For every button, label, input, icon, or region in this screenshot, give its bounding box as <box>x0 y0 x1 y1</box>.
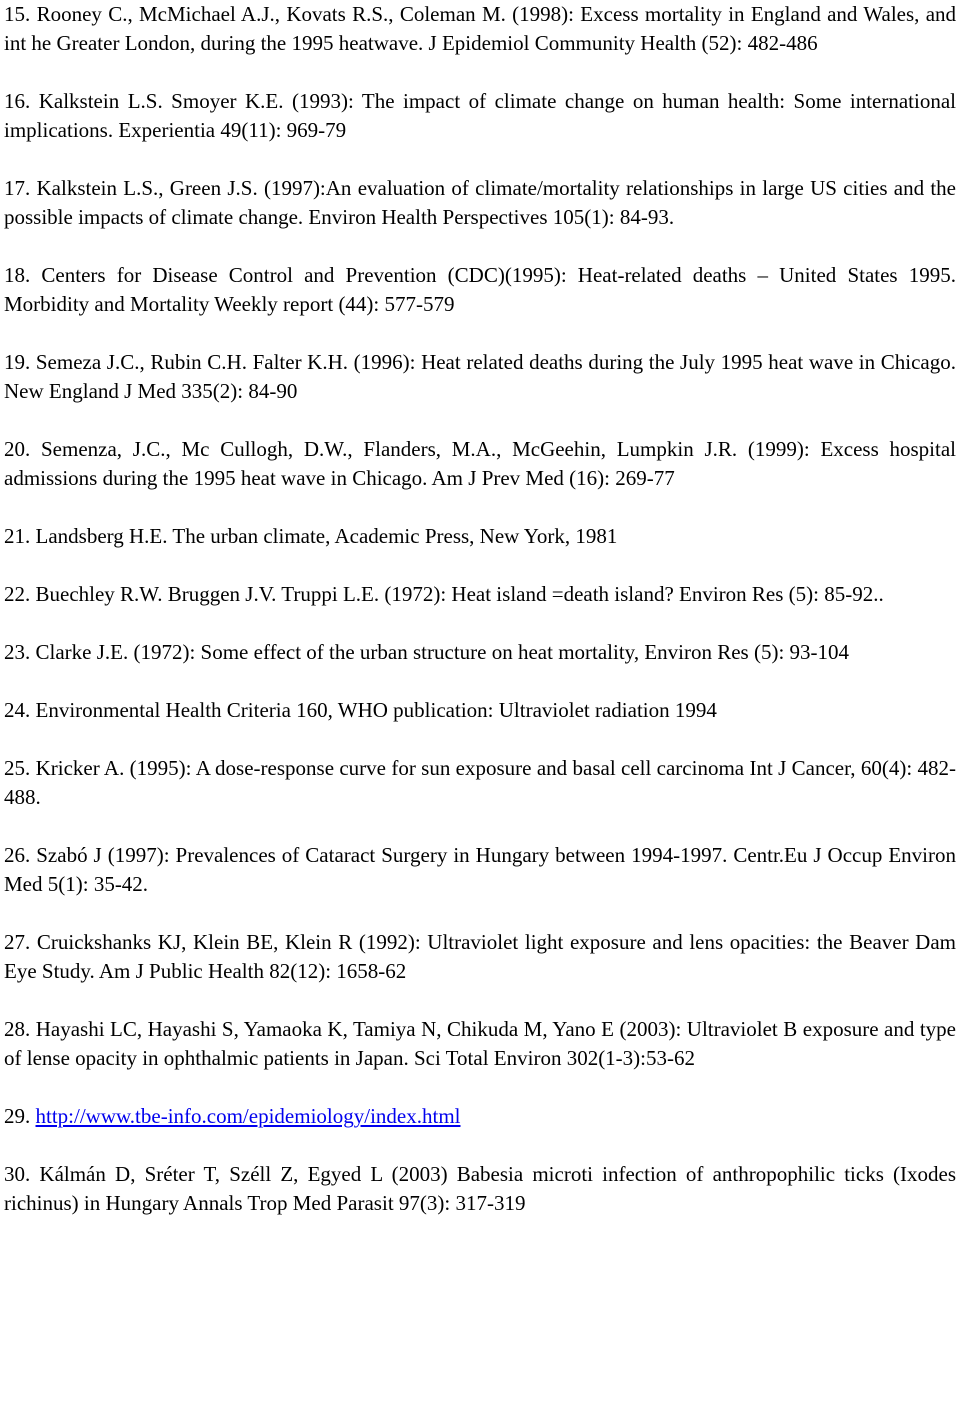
reference-text: Hayashi LC, Hayashi S, Yamaoka K, Tamiya N, Chikuda M, Yano E (2003): Ultraviolet B exposure and type of lense opacity in ophthalmic patients in Japan. Sci Total Environ 302(1-3):53-62 <box>4 1017 957 1070</box>
reference-text: Environmental Health Criteria 160, WHO publication: Ultraviolet radiation 1994 <box>35 698 717 722</box>
reference-number: 26. <box>4 843 31 867</box>
reference-text: Cruickshanks KJ, Klein BE, Klein R (1992): Ultraviolet light exposure and lens opacities: the Beaver Dam Eye Study. Am J Public Health 82(12): 1658-62 <box>4 930 957 983</box>
reference-number: 23. <box>4 640 31 664</box>
reference-number: 18. <box>4 263 31 287</box>
reference-22 <box>4 580 956 609</box>
reference-28 <box>4 1015 956 1073</box>
reference-20 <box>4 435 956 493</box>
reference-number: 30. <box>4 1162 31 1186</box>
reference-number: 21. <box>4 524 31 548</box>
reference-number: 22. <box>4 582 31 606</box>
reference-29 <box>4 1102 956 1131</box>
reference-number: 19. <box>4 350 31 374</box>
reference-text: Semeza J.C., Rubin C.H. Falter K.H. (1996): Heat related deaths during the July 1995 heat wave in Chicago. New England J Med 335(2): 84-90 <box>4 350 956 403</box>
reference-number: 25. <box>4 756 31 780</box>
reference-19 <box>4 348 956 406</box>
reference-text: Kalkstein L.S., Green J.S. (1997):An evaluation of climate/mortality relationships in large US cities and the possible impacts of climate change. Environ Health Perspectives 105(1): 84-93. <box>4 176 956 229</box>
reference-text: Semenza, J.C., Mc Cullogh, D.W., Flanders, M.A., McGeehin, Lumpkin J.R. (1999): Excess hospital admissions during the 1995 heat wave in Chicago. Am J Prev Med (16): 269-77 <box>4 437 956 490</box>
reference-26 <box>4 841 956 899</box>
reference-23 <box>4 638 956 667</box>
reference-number: 20. <box>4 437 31 461</box>
reference-24 <box>4 696 956 725</box>
reference-15 <box>4 0 956 58</box>
reference-text: Rooney C., McMichael A.J., Kovats R.S., Coleman M. (1998): Excess mortality in England and Wales, and int he Greater London, during the 1995 heatwave. J Epidemiol Community Health (52): 482-486 <box>4 2 957 55</box>
reference-number: 28. <box>4 1017 31 1041</box>
reference-text: Buechley R.W. Bruggen J.V. Truppi L.E. (1972): Heat island =death island? Environ Res (5): 85-92.. <box>35 582 884 606</box>
reference-18 <box>4 261 956 319</box>
reference-text: Landsberg H.E. The urban climate, Academic Press, New York, 1981 <box>35 524 618 548</box>
reference-text: Kalkstein L.S. Smoyer K.E. (1993): The impact of climate change on human health: Some international implications. Experientia 49(11): 969-79 <box>4 89 956 142</box>
reference-link[interactable]: http://www.tbe-info.com/epidemiology/index.html <box>35 1104 461 1128</box>
reference-30 <box>4 1160 956 1218</box>
reference-16 <box>4 87 956 145</box>
reference-number: 17. <box>4 176 31 200</box>
reference-21 <box>4 522 956 551</box>
reference-text: Kricker A. (1995): A dose-response curve for sun exposure and basal cell carcinoma Int J Cancer, 60(4): 482-488. <box>4 756 957 809</box>
reference-25 <box>4 754 956 812</box>
reference-text: Centers for Disease Control and Prevention (CDC)(1995): Heat-related deaths – United States 1995. Morbidity and Mortality Weekly report (44): 577-579 <box>4 263 956 316</box>
reference-17 <box>4 174 956 232</box>
reference-list <box>4 0 956 1247</box>
reference-number: 15. <box>4 2 31 26</box>
reference-27 <box>4 928 956 986</box>
reference-number: 16. <box>4 89 31 113</box>
reference-text: Clarke J.E. (1972): Some effect of the urban structure on heat mortality, Environ Res (5): 93-104 <box>35 640 850 664</box>
reference-text: Kálmán D, Sréter T, Széll Z, Egyed L (2003) Babesia microti infection of anthropophilic ticks (Ixodes richinus) in Hungary Annals Trop Med Parasit 97(3): 317-319 <box>4 1162 957 1215</box>
reference-text: Szabó J (1997): Prevalences of Cataract Surgery in Hungary between 1994-1997. Centr.Eu J Occup Environ Med 5(1): 35-42. <box>4 843 956 896</box>
reference-number: 29. <box>4 1104 31 1128</box>
reference-number: 24. <box>4 698 31 722</box>
reference-number: 27. <box>4 930 31 954</box>
